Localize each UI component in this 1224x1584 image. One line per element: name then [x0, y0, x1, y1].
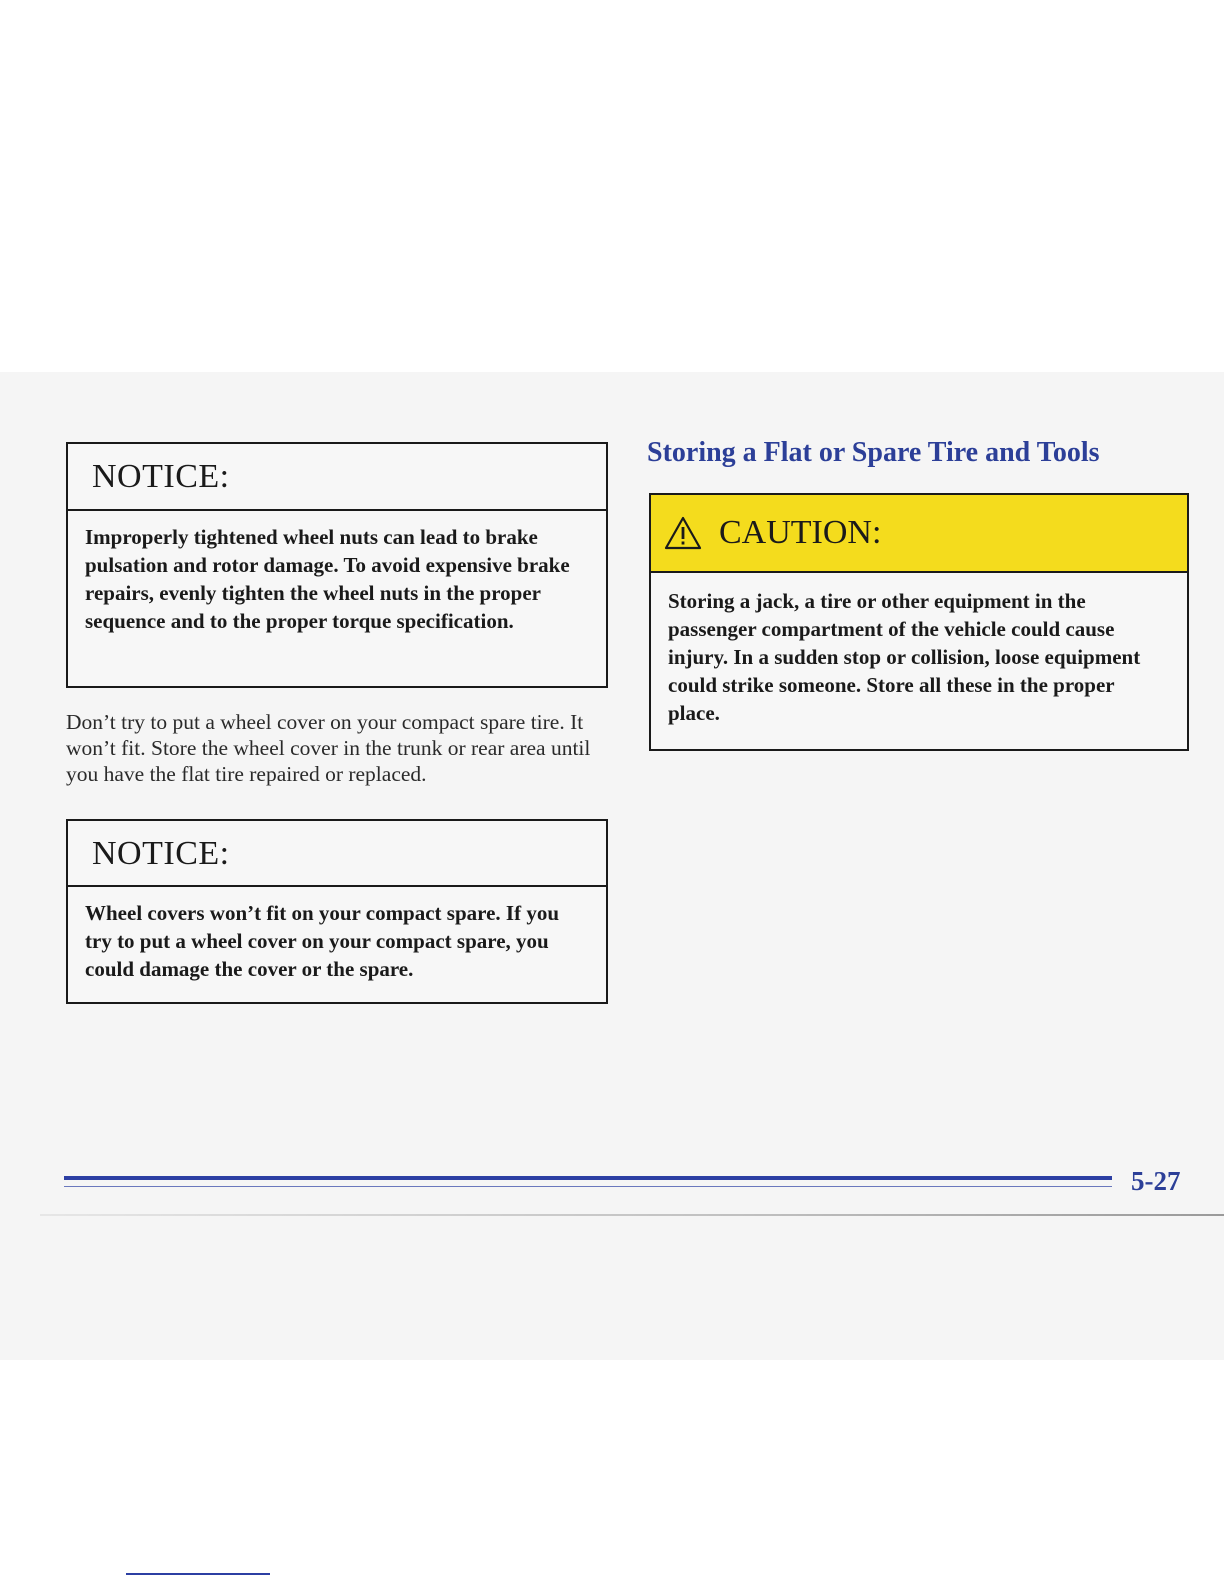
notice-heading: NOTICE:: [68, 444, 606, 511]
footer-rule: [64, 1176, 1112, 1180]
body-paragraph: Don’t try to put a wheel cover on your compact spare tire. It won’t fit. Store the wheel cover in the trunk or rear area until you have the flat tire repaired or replaced.: [66, 710, 591, 786]
notice-box-wheel-nuts: [66, 442, 608, 688]
footer-rule-thin: [64, 1186, 1112, 1187]
notice-text: Improperly tightened wheel nuts can lead to brake pulsation and rotor damage. To avoid expensive brake repairs, evenly tighten the wheel nuts in the proper sequence and to the proper torque specification.: [85, 525, 570, 633]
warning-triangle-icon: [663, 515, 703, 551]
notice-box-wheel-covers: [66, 819, 608, 1004]
caution-text: Storing a jack, a tire or other equipment in the passenger compartment of the vehicle could cause injury. In a sudden stop or collision, loose equipment could strike someone. Store all these in the proper place.: [668, 589, 1141, 725]
page-number: 5-27: [1131, 1166, 1181, 1196]
page-edge-shadow: [40, 1214, 1224, 1216]
notice-text: Wheel covers won’t fit on your compact spare. If you try to put a wheel cover on your compact spare, you could damage the cover or the spare.: [85, 901, 560, 981]
caution-heading: CAUTION:: [719, 514, 882, 551]
caution-box: [649, 493, 1189, 751]
scan-artifact-line: [126, 1573, 270, 1575]
caution-header: [651, 495, 1187, 573]
notice-heading: NOTICE:: [68, 821, 606, 887]
section-title: Storing a Flat or Spare Tire and Tools: [647, 437, 1100, 468]
